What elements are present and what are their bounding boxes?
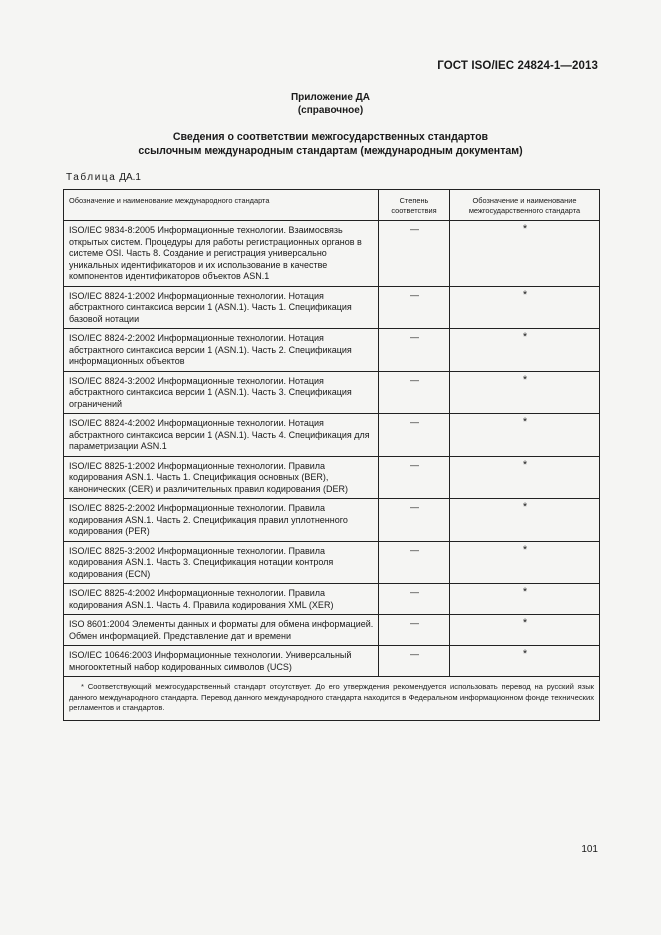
cell-degree-of-conformity: — bbox=[379, 329, 450, 372]
cell-international-standard: ISO 8601:2004 Элементы данных и форматы для обмена информацией. Обмен информацией. Представление дат и времени bbox=[64, 615, 379, 646]
cell-degree-of-conformity: — bbox=[379, 646, 450, 677]
table-row bbox=[64, 414, 600, 457]
header-international-standard: Обозначение и наименование международного стандарта bbox=[64, 190, 379, 221]
cell-international-standard: ISO/IEC 8825-3:2002 Информационные технологии. Правила кодирования ASN.1. Часть 3. Спецификация нотации контроля кодирования (ECN) bbox=[64, 541, 379, 584]
table-label-prefix: Таблица bbox=[66, 172, 117, 183]
table-row bbox=[64, 541, 600, 584]
correspondence-table bbox=[63, 189, 600, 721]
table-header-row bbox=[64, 190, 600, 221]
cell-interstate-standard: * bbox=[450, 615, 600, 646]
cell-international-standard: ISO/IEC 8824-2:2002 Информационные технологии. Нотация абстрактного синтаксиса версии 1 (ASN.1). Часть 2. Спецификация информационных объектов bbox=[64, 329, 379, 372]
section-title-line-2: ссылочным международным стандартам (международным документам) bbox=[138, 145, 523, 157]
appendix-subtitle: (справочное) bbox=[297, 105, 364, 116]
header-interstate-standard: Обозначение и наименование межгосударственного стандарта bbox=[450, 190, 600, 221]
cell-interstate-standard: * bbox=[450, 329, 600, 372]
cell-interstate-standard: * bbox=[450, 371, 600, 414]
appendix-title: Приложение ДА bbox=[290, 92, 371, 103]
cell-interstate-standard: * bbox=[450, 646, 600, 677]
table-row bbox=[64, 329, 600, 372]
cell-international-standard: ISO/IEC 8825-1:2002 Информационные технологии. Правила кодирования ASN.1. Часть 1. Спецификация основных (BER), канонических (CER) и различительных правил кодирования (DER) bbox=[64, 456, 379, 499]
table-row bbox=[64, 286, 600, 329]
footnote-row bbox=[64, 677, 600, 721]
table-row bbox=[64, 371, 600, 414]
cell-degree-of-conformity: — bbox=[379, 615, 450, 646]
cell-interstate-standard: * bbox=[450, 286, 600, 329]
cell-interstate-standard: * bbox=[450, 499, 600, 542]
cell-degree-of-conformity: — bbox=[379, 371, 450, 414]
header-degree-of-conformity: Степень соответствия bbox=[379, 190, 450, 221]
cell-interstate-standard: * bbox=[450, 414, 600, 457]
cell-international-standard: ISO/IEC 10646:2003 Информационные технологии. Универсальный многооктетный набор кодированных символов (UCS) bbox=[64, 646, 379, 677]
cell-degree-of-conformity: — bbox=[379, 499, 450, 542]
section-title bbox=[0, 130, 661, 158]
appendix-heading bbox=[0, 91, 661, 117]
cell-degree-of-conformity: — bbox=[379, 456, 450, 499]
cell-degree-of-conformity: — bbox=[379, 221, 450, 287]
section-title-line-1: Сведения о соответствии межгосударственных стандартов bbox=[172, 131, 489, 143]
cell-interstate-standard: * bbox=[450, 584, 600, 615]
cell-degree-of-conformity: — bbox=[379, 541, 450, 584]
cell-degree-of-conformity: — bbox=[379, 286, 450, 329]
cell-international-standard: ISO/IEC 8825-2:2002 Информационные технологии. Правила кодирования ASN.1. Часть 2. Спецификация правил уплотненного кодирования (PER) bbox=[64, 499, 379, 542]
cell-interstate-standard: * bbox=[450, 456, 600, 499]
table-row bbox=[64, 615, 600, 646]
cell-international-standard: ISO/IEC 8824-4:2002 Информационные технологии. Нотация абстрактного синтаксиса версии 1 (ASN.1). Часть 4. Спецификация для параметризации ASN.1 bbox=[64, 414, 379, 457]
document-code: ГОСТ ISO/IEC 24824-1—2013 bbox=[437, 60, 598, 72]
page-number: 101 bbox=[581, 844, 598, 855]
table-label-number: ДА.1 bbox=[119, 172, 141, 183]
table-footnote: * Соответствующий межгосударственный стандарт отсутствует. До его утверждения рекомендуется использовать перевод на русский язык данного международного стандарта. Перевод данного международного стандарта находится в Федеральном информационном фонде технических регламентов и стандартов. bbox=[64, 677, 600, 721]
table-row bbox=[64, 646, 600, 677]
cell-degree-of-conformity: — bbox=[379, 584, 450, 615]
cell-international-standard: ISO/IEC 8824-3:2002 Информационные технологии. Нотация абстрактного синтаксиса версии 1 (ASN.1). Часть 3. Спецификация ограничений bbox=[64, 371, 379, 414]
cell-interstate-standard: * bbox=[450, 221, 600, 287]
cell-degree-of-conformity: — bbox=[379, 414, 450, 457]
table-row bbox=[64, 456, 600, 499]
table-body bbox=[64, 221, 600, 677]
table-row bbox=[64, 499, 600, 542]
cell-international-standard: ISO/IEC 8824-1:2002 Информационные технологии. Нотация абстрактного синтаксиса версии 1 (ASN.1). Часть 1. Спецификация базовой нотации bbox=[64, 286, 379, 329]
cell-international-standard: ISO/IEC 9834-8:2005 Информационные технологии. Взаимосвязь открытых систем. Процедуры для работы регистрационных органов в системе OSI. Часть 8. Создание и регистрация универсально уникальных идентификаторов и их использование в качестве компонентов идентификаторов объектов ASN.1 bbox=[64, 221, 379, 287]
cell-interstate-standard: * bbox=[450, 541, 600, 584]
table-row bbox=[64, 584, 600, 615]
cell-international-standard: ISO/IEC 8825-4:2002 Информационные технологии. Правила кодирования ASN.1. Часть 4. Правила кодирования XML (XER) bbox=[64, 584, 379, 615]
table-row bbox=[64, 221, 600, 287]
table-label bbox=[66, 172, 141, 183]
